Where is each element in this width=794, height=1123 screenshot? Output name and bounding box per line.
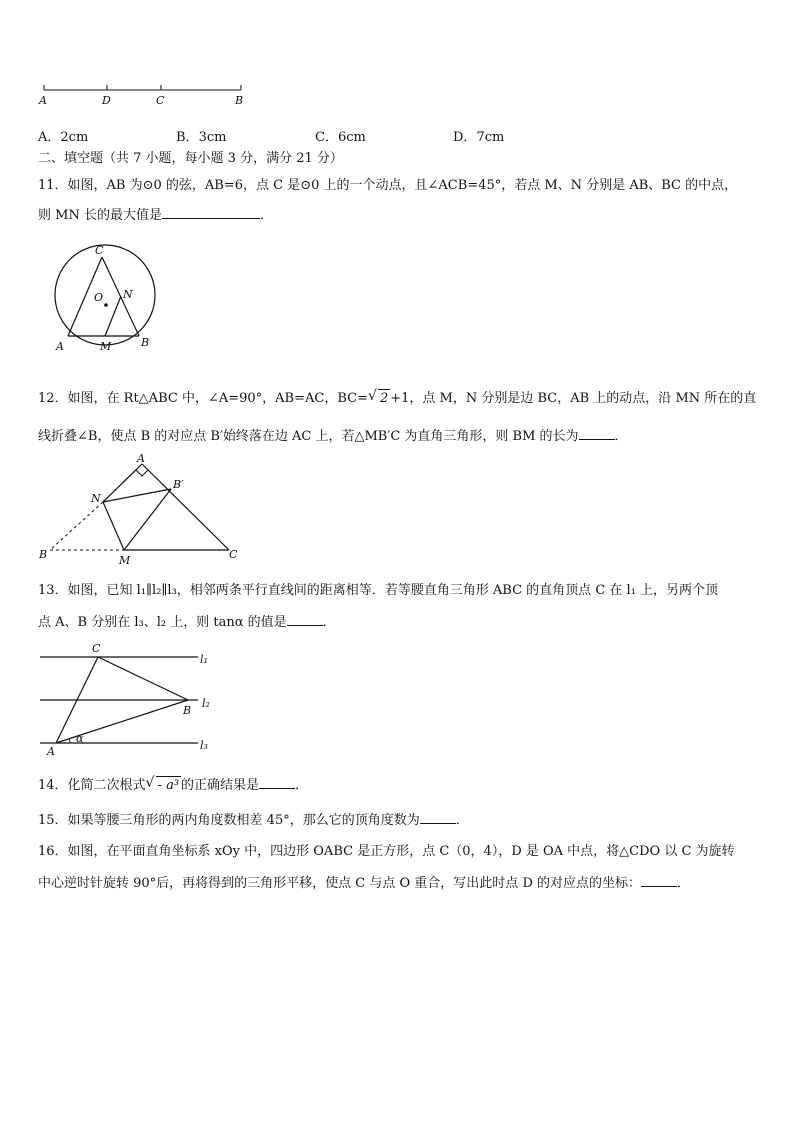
- q13-label-l2: l₂: [202, 697, 210, 710]
- q11-circle-figure: [50, 242, 165, 357]
- q13-label-c: C: [92, 642, 101, 655]
- q12-radicand: 2: [379, 391, 389, 406]
- q15-answer-blank[interactable]: [420, 811, 456, 824]
- q10-label-d: D: [102, 94, 111, 107]
- q11-label-b: B: [141, 336, 150, 349]
- q16-line2: [38, 874, 690, 893]
- q10-segment-figure: [36, 82, 256, 108]
- q12-answer-blank[interactable]: [579, 427, 615, 440]
- q13-line2-text: 点 A、B 分别在 l₃、l₂ 上，则 tanα 的值是: [38, 615, 287, 630]
- q14-prefix: 14．化简二次根式: [38, 778, 146, 793]
- q10-option-b[interactable]: [176, 126, 226, 145]
- option-text: 7cm: [476, 130, 505, 145]
- q14-radicand: - a³: [157, 778, 180, 793]
- q12-line1-a: 12．如图，在 Rt△ABC 中，∠A=90°，AB=AC，BC=: [38, 391, 368, 406]
- q12-triangle-figure: [36, 450, 246, 568]
- q12-sqrt: [368, 389, 390, 408]
- option-text: 6cm: [337, 130, 366, 145]
- q13-label-l3: l₃: [200, 739, 208, 752]
- q12-end: ．: [614, 429, 628, 444]
- q15-end: ．: [455, 813, 469, 828]
- q11-label-c: C: [95, 244, 104, 257]
- q13-label-a: A: [47, 745, 55, 758]
- option-letter: A．: [38, 130, 61, 145]
- q13-line2: [38, 613, 336, 632]
- q12-label-b: B: [39, 548, 48, 561]
- q11-label-o: O: [94, 291, 104, 304]
- q12-line2: [38, 427, 628, 446]
- q13-end: ．: [322, 615, 336, 630]
- q11-label-m: M: [100, 340, 112, 353]
- q11-label-a: A: [56, 340, 64, 353]
- q10-label-b: B: [235, 94, 244, 107]
- q13-label-b: B: [183, 704, 192, 717]
- q14-sqrt: [146, 776, 182, 795]
- option-letter: D．: [453, 130, 477, 145]
- q12-line2-text: 线折叠∠B，使点 B 的对应点 B′始终落在边 AC 上，若△MB′C 为直角三角形，则 BM 的长为: [38, 429, 579, 444]
- option-text: 2cm: [60, 130, 89, 145]
- q14-answer-blank[interactable]: [259, 776, 295, 789]
- q12-label-c: C: [229, 548, 238, 561]
- q16-end: ．: [677, 876, 691, 891]
- q11-answer-blank[interactable]: [162, 206, 260, 219]
- sqrt-sign-icon: √: [367, 388, 377, 404]
- q16-answer-blank[interactable]: [641, 874, 677, 887]
- q13-label-alpha: α: [76, 732, 84, 745]
- q11-end: ．: [259, 208, 273, 223]
- q12-label-m: M: [119, 554, 131, 567]
- q12-line1-b: +1，点 M，N 分别是边 BC，AB 上的动点，沿 MN 所在的直: [390, 391, 757, 406]
- q13-parallel-lines-figure: [36, 640, 226, 760]
- option-text: 3cm: [198, 130, 227, 145]
- section-heading: 二、填空题（共 7 小题，每小题 3 分，满分 21 分）: [38, 151, 343, 166]
- q11-line2-text: 则 MN 长的最大值是: [38, 208, 162, 223]
- q10-option-d[interactable]: [453, 126, 504, 145]
- q15-text: 15．如果等腰三角形的两内角度数相差 45°，那么它的顶角度数为: [38, 813, 420, 828]
- q13-label-l1: l₁: [200, 653, 208, 666]
- q13-answer-blank[interactable]: [287, 613, 323, 626]
- option-letter: C．: [315, 130, 338, 145]
- q12-label-bprime: B′: [173, 478, 184, 491]
- q10-label-a: A: [39, 94, 47, 107]
- q11-line2: [38, 206, 273, 225]
- q11-label-n: N: [123, 288, 133, 301]
- q14-end: ．: [295, 778, 309, 793]
- q12-label-a: A: [137, 452, 145, 465]
- sqrt-sign-icon: √: [145, 775, 155, 791]
- q16-line1: 16．如图，在平面直角坐标系 xOy 中，四边形 OABC 是正方形，点 C（0，4），D 是 OA 中点，将△CDO 以 C 为旋转: [38, 844, 735, 859]
- q10-label-c: C: [156, 94, 165, 107]
- q15-line: [38, 811, 469, 830]
- q10-option-c[interactable]: [315, 126, 366, 145]
- q11-line1: 11．如图，AB 为⊙0 的弦，AB=6，点 C 是⊙0 上的一个动点，且∠ACB=45°，若点 M、N 分别是 AB、BC 的中点，: [38, 178, 738, 193]
- q14-suffix: 的正确结果是: [181, 778, 260, 793]
- option-letter: B．: [176, 130, 199, 145]
- q12-label-n: N: [91, 492, 101, 505]
- q12-line1: [38, 389, 756, 408]
- q14-line: [38, 776, 308, 795]
- q16-line2-text: 中心逆时针旋转 90°后，再将得到的三角形平移，使点 C 与点 O 重合，写出此时点 D 的对应点的坐标：: [38, 876, 641, 891]
- q10-option-a[interactable]: [38, 126, 88, 145]
- q13-line1: 13．如图，已知 l₁∥l₂∥l₃，相邻两条平行直线间的距离相等．若等腰直角三角形 ABC 的直角顶点 C 在 l₁ 上，另两个顶: [38, 583, 719, 598]
